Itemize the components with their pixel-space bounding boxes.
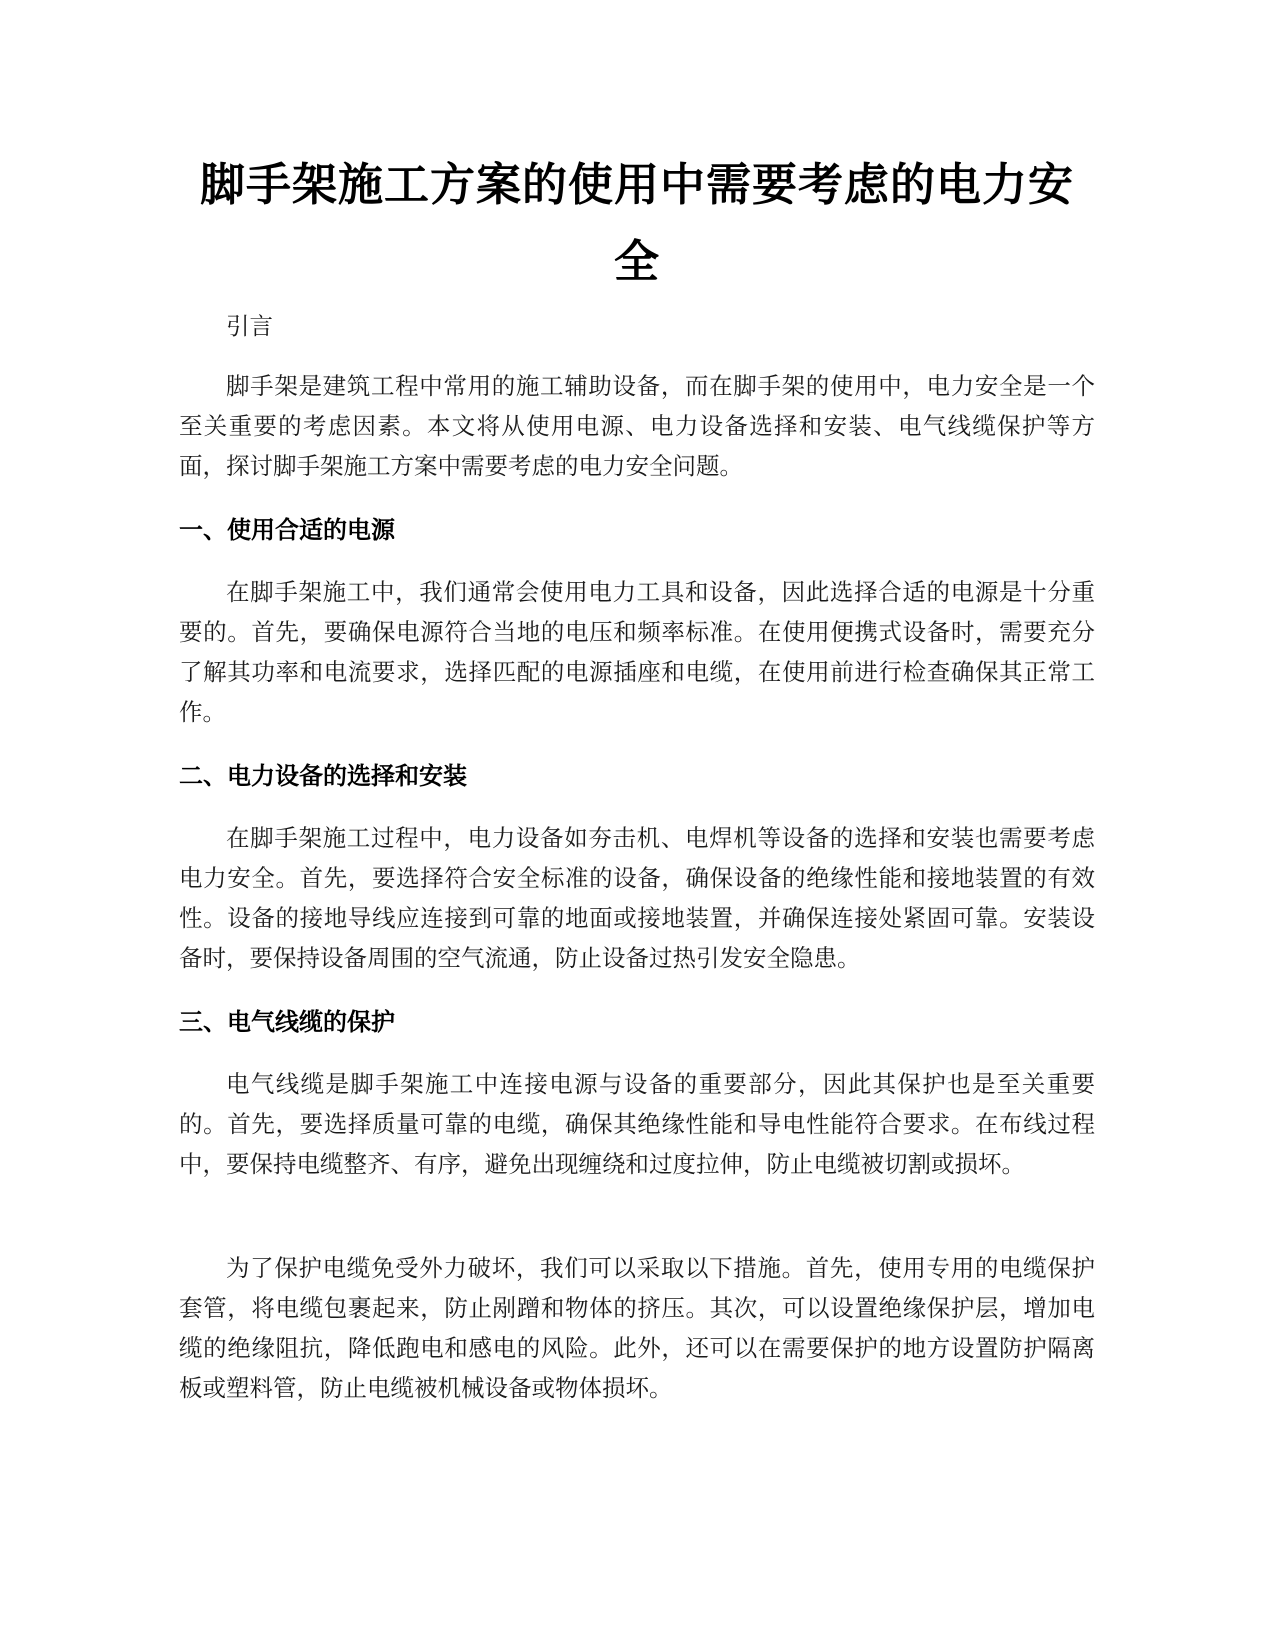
section-paragraph-power-source: 在脚手架施工中，我们通常会使用电力工具和设备，因此选择合适的电源是十分重要的。首先，要确保电源符合当地的电压和频率标准。在使用便携式设备时，需要充分了解其功率和电流要求，选择匹配的电源插座和电缆，在使用前进行检查确保其正常工作。 [179, 578, 1095, 726]
section-paragraph-cable-protection-2: 为了保护电缆免受外力破坏，我们可以采取以下措施。首先，使用专用的电缆保护套管，将电缆包裹起来，防止剐蹭和物体的挤压。其次，可以设置绝缘保护层，增加电缆的绝缘阻抗，降低跑电和感电的风险。此外，还可以在需要保护的地方设置防护隔离板或塑料管，防止电缆被机械设备或物体损坏。 [179, 1254, 1095, 1402]
section-paragraph-cable-protection-1: 电气线缆是脚手架施工中连接电源与设备的重要部分，因此其保护也是至关重要的。首先，要选择质量可靠的电缆，确保其绝缘性能和导电性能符合要求。在布线过程中，要保持电缆整齐、有序，避免出现缠绕和过度拉伸，防止电缆被切割或损坏。 [179, 1070, 1095, 1178]
section-paragraph-equipment: 在脚手架施工过程中，电力设备如夯击机、电焊机等设备的选择和安装也需要考虑电力安全。首先，要选择符合安全标准的设备，确保设备的绝缘性能和接地装置的有效性。设备的接地导线应连接到可靠的地面或接地装置，并确保连接处紧固可靠。安装设备时，要保持设备周围的空气流通，防止设备过热引发安全隐患。 [179, 824, 1095, 972]
section-heading-cable-protection: 三、电气线缆的保护 [179, 1008, 395, 1036]
document-title: 脚手架施工方案的使用中需要考虑的电力安全 [199, 158, 1074, 288]
intro-paragraph: 脚手架是建筑工程中常用的施工辅助设备，而在脚手架的使用中，电力安全是一个至关重要的考虑因素。本文将从使用电源、电力设备选择和安装、电气线缆保护等方面，探讨脚手架施工方案中需要考虑的电力安全问题。 [179, 372, 1095, 480]
section-heading-equipment: 二、电力设备的选择和安装 [179, 762, 467, 790]
document-page [179, 0, 1095, 1650]
intro-label: 引言 [226, 312, 273, 340]
section-heading-power-source: 一、使用合适的电源 [179, 516, 395, 544]
